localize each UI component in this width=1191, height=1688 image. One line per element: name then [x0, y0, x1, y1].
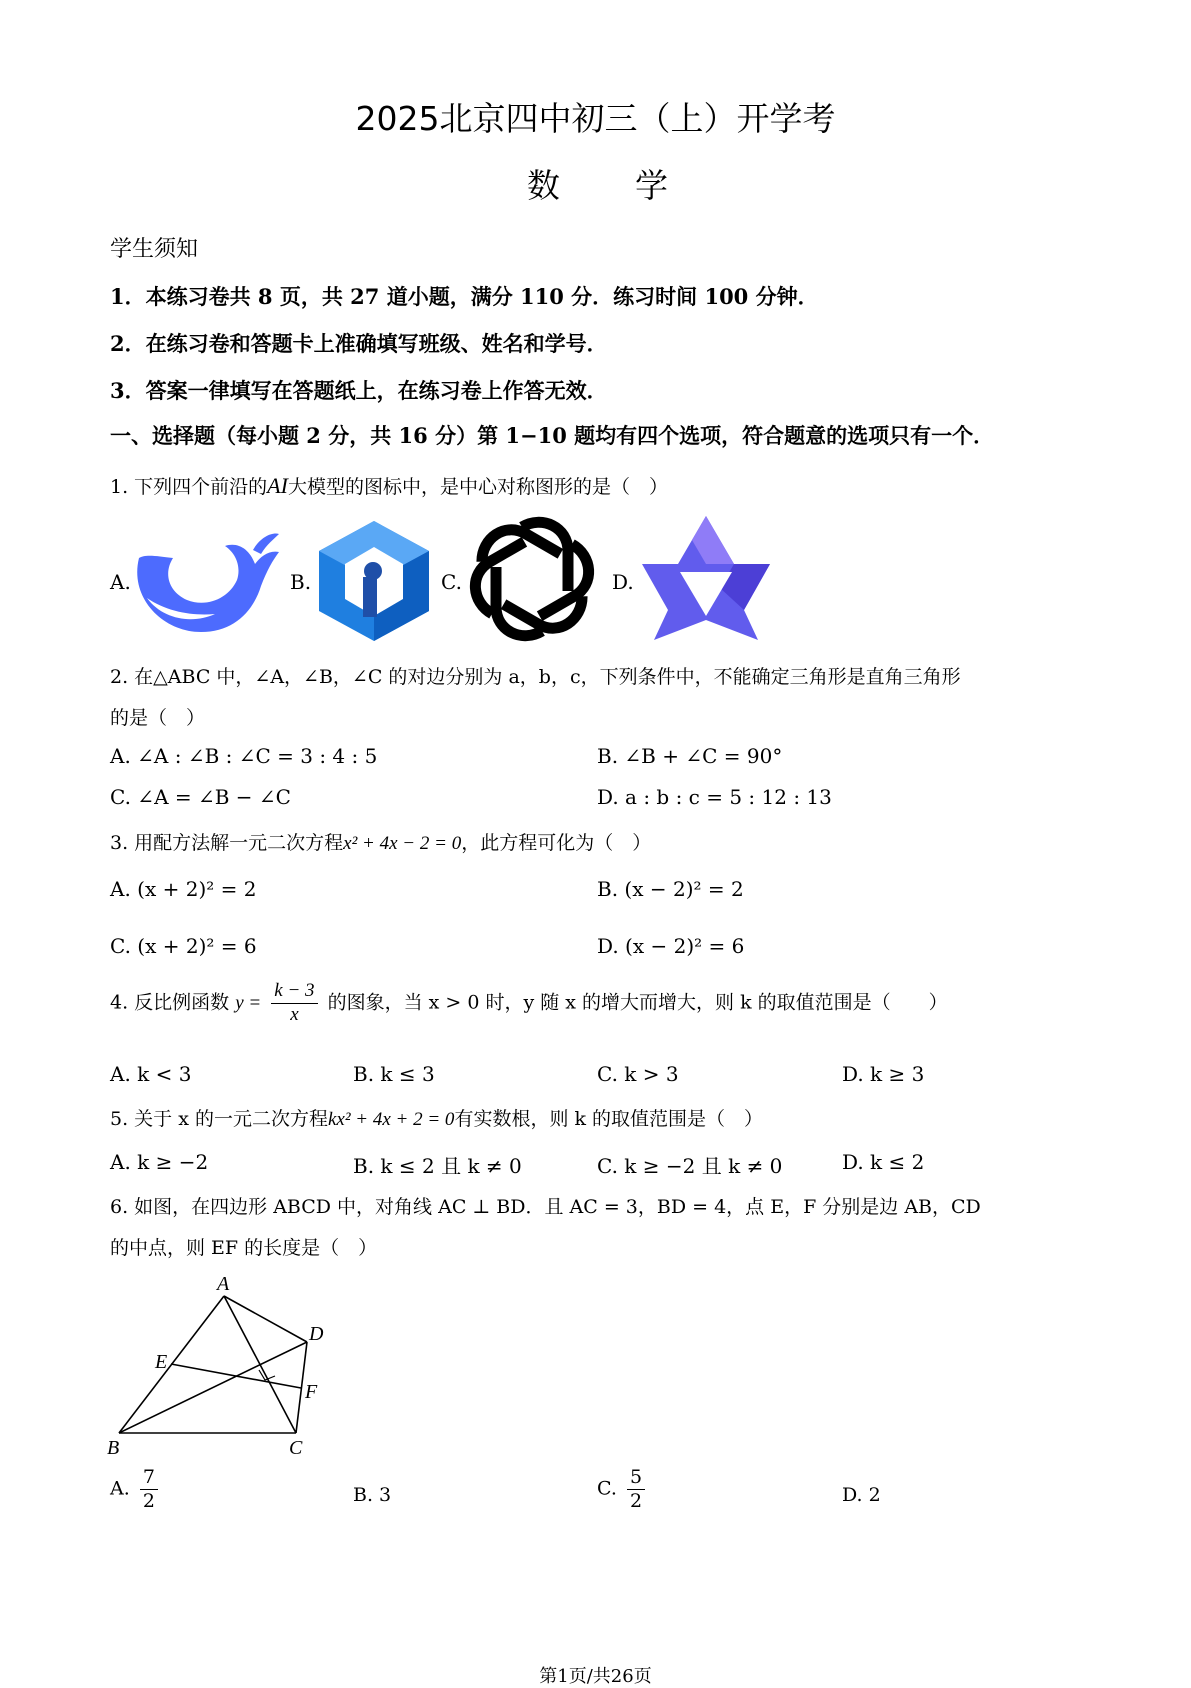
q6-option-d: D. 2 — [842, 1484, 881, 1506]
question-2-stem-line-2: 的是（ ） — [110, 707, 206, 729]
q6-option-b: B. 3 — [353, 1484, 392, 1506]
q2-option-a: A. ∠A : ∠B : ∠C = 3 : 4 : 5 — [110, 744, 378, 768]
question-6-stem-line-1: 6. 如图，在四边形 ABCD 中，对角线 AC ⊥ BD．且 AC = 3，BD = 4，点 E，F 分别是边 AB，CD — [110, 1196, 981, 1218]
quadrilateral-figure — [105, 1268, 335, 1462]
question-1-stem: 1. 下列四个前沿的AI大模型的图标中，是中心对称图形的是（ ） — [110, 473, 668, 498]
cube-logo-icon — [315, 519, 433, 647]
q5-option-d: D. k ≤ 2 — [842, 1150, 925, 1174]
vertex-label-c: C — [289, 1437, 303, 1458]
q1-option-a-label: A. — [110, 570, 131, 594]
midpoint-label-f: F — [305, 1381, 318, 1403]
q1-option-c-label: C. — [441, 570, 462, 594]
q4-option-d: D. k ≥ 3 — [842, 1062, 925, 1086]
q2-option-b: B. ∠B + ∠C = 90° — [597, 744, 783, 768]
question-6-stem-line-2: 的中点，则 EF 的长度是（ ） — [110, 1237, 378, 1259]
whale-logo-icon — [133, 528, 279, 637]
segment-ef — [171, 1364, 301, 1388]
notice-rule-2: 2．在练习卷和答题卡上准确填写班级、姓名和学号． — [110, 331, 608, 356]
q3-option-b: B. (x − 2)² = 2 — [597, 877, 744, 901]
subject-char-2: 学 — [635, 166, 668, 205]
question-2-stem-line-1: 2. 在△ABC 中，∠A，∠B，∠C 的对边分别为 a，b，c，下列条件中，不能确定三角形是直角三角形 — [110, 666, 961, 688]
q2-option-c: C. ∠A = ∠B − ∠C — [110, 785, 291, 809]
subject-char-1: 数 — [527, 166, 560, 205]
q1-option-d-label: D. — [612, 570, 634, 594]
q6-option-a: A. $\frac{7}{2}$ — [110, 1466, 162, 1513]
vertex-label-a: A — [217, 1273, 230, 1295]
page-number: 第1页/共26页 — [539, 1666, 652, 1687]
star-logo-icon — [640, 514, 772, 646]
vertex-label-d: D — [309, 1323, 324, 1345]
vertex-label-b: B — [107, 1437, 120, 1458]
q3-option-d: D. (x − 2)² = 6 — [597, 934, 745, 958]
q4-option-c: C. k > 3 — [597, 1062, 679, 1086]
q4-option-a: A. k < 3 — [110, 1062, 192, 1086]
q4-fraction: $\frac{k - 3}{x}$ — [271, 980, 317, 1027]
knot-logo-icon — [466, 512, 598, 650]
q5-option-a: A. k ≥ −2 — [110, 1150, 209, 1174]
q6-option-c: C. $\frac{5}{2}$ — [597, 1466, 649, 1513]
notice-rule-1: 1．本练习卷共 8 页，共 27 道小题，满分 110 分．练习时间 100 分钟． — [110, 284, 819, 309]
q2-option-d: D. a : b : c = 5 : 12 : 13 — [597, 785, 832, 809]
q5-option-b: B. k ≤ 2 且 k ≠ 0 — [353, 1154, 522, 1178]
q4-option-b: B. k ≤ 3 — [353, 1062, 435, 1086]
notice-heading: 学生须知 — [110, 237, 199, 262]
question-3-stem: 3. 用配方法解一元二次方程x² + 4x − 2 = 0，此方程可化为（ ） — [110, 832, 652, 854]
question-4-stem: 4. 反比例函数 y = $\frac{k - 3}{x}$ 的图象，当 x > 0 时，y 随 x 的增大而增大，则 k 的取值范围是（ ） — [110, 980, 948, 1025]
q3-option-c: C. (x + 2)² = 6 — [110, 934, 257, 958]
diagonal-bd — [119, 1342, 307, 1433]
q3-option-a: A. (x + 2)² = 2 — [110, 877, 257, 901]
q5-option-c: C. k ≥ −2 且 k ≠ 0 — [597, 1154, 783, 1178]
q1-option-b-label: B. — [290, 570, 312, 594]
section-heading: 一、选择题（每小题 2 分，共 16 分）第 1−10 题均有四个选项，符合题意的选项只有一个． — [110, 423, 995, 448]
page-title: 2025北京四中初三（上）开学考 — [355, 99, 836, 138]
question-5-stem: 5. 关于 x 的一元二次方程kx² + 4x + 2 = 0有实数根，则 k 的取值范围是（ ） — [110, 1108, 764, 1130]
notice-rule-3: 3．答案一律填写在答题纸上，在练习卷上作答无效． — [110, 378, 608, 403]
midpoint-label-e: E — [155, 1351, 168, 1373]
